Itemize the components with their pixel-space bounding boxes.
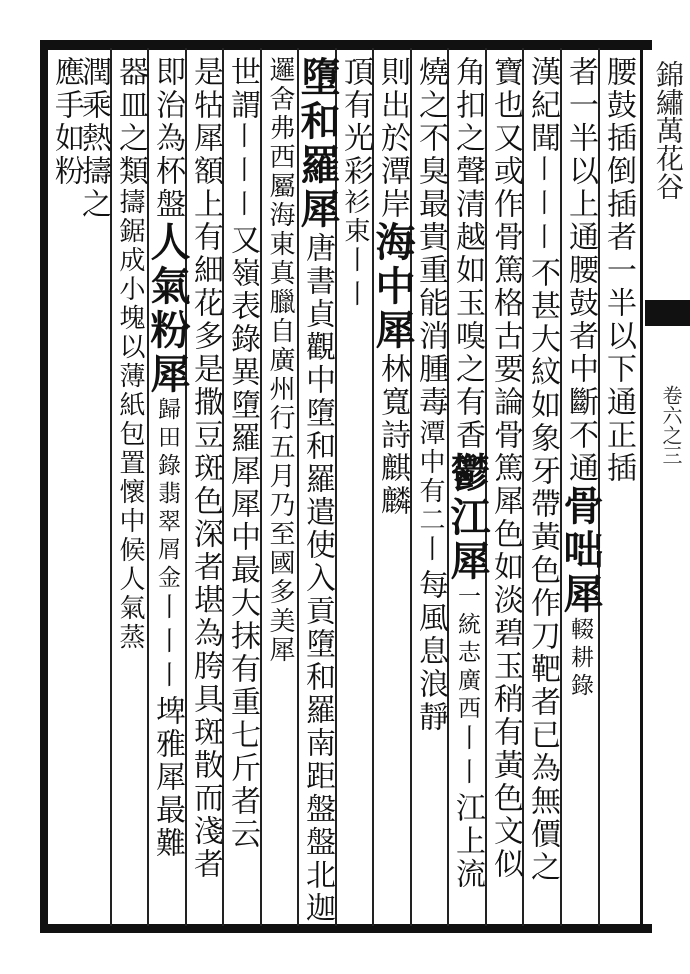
column-text: 則出於潭岸: [375, 56, 410, 221]
column-text: 燒之不臭最貴重能消腫毒: [413, 56, 448, 419]
column-text: 林寬詩麒麟: [375, 353, 410, 518]
text-column-12: [185, 56, 225, 922]
entry-heading: 墮和羅犀: [294, 56, 341, 232]
column-text: 不甚大紋如象牙帶黃色作刀靶者已為無價之: [525, 257, 560, 884]
column-text: 埤雅犀最難: [150, 695, 185, 860]
column-text: 角扣之聲清越如玉嗅之有香: [450, 56, 485, 452]
text-column-13: [144, 56, 191, 922]
ditto-marks: 丨丨丨: [152, 593, 182, 695]
fold-book-title: 錦繡萬花谷: [652, 60, 685, 200]
column-text: 是牯犀額上有細花多是撒豆斑色深者堪為胯具斑散而淺者: [188, 56, 223, 881]
column-text: 應手如粉: [49, 56, 84, 188]
ditto-marks: 丨丨: [452, 724, 482, 792]
text-column-6: [410, 56, 450, 922]
ditto-marks: 丨丨: [340, 246, 370, 314]
column-text: 者一半以上通腰鼓者中斷不通: [563, 56, 598, 485]
text-column-5: [444, 56, 491, 922]
column-text: 漢紀聞: [525, 56, 560, 155]
column-text: 衫束: [340, 188, 370, 246]
column-text: 潭中有二: [415, 419, 445, 535]
source-citation: 一統志廣西: [454, 584, 480, 724]
column-text: 潤乘熱擣之: [76, 56, 111, 221]
ditto-marks: 丨: [415, 535, 445, 569]
text-column-7: [369, 56, 416, 922]
ditto-marks: 丨丨丨: [227, 122, 257, 224]
column-text: 世謂: [225, 56, 260, 122]
text-column-8: [335, 56, 375, 922]
column-text: 腰鼓插倒插者一半以下通正插: [601, 56, 636, 485]
ditto-marks: 丨丨丨: [527, 155, 557, 257]
column-text: 又嶺表錄異墮羅犀犀中最大抹有重七斤者云: [225, 224, 260, 851]
column-text: 江上流: [450, 792, 485, 891]
text-column-11: [222, 56, 262, 922]
entry-heading: 海中犀: [369, 221, 416, 353]
entry-heading: 鬱江犀: [444, 452, 491, 584]
source-citation: 歸田錄翡翠屑金: [154, 397, 180, 593]
text-column-3: [522, 56, 562, 922]
column-text: 唐書貞觀中墮和羅遣使入貢墮和羅南距盤盤北迦: [300, 232, 335, 925]
entry-heading: 人氣粉犀: [144, 221, 191, 397]
fold-border: [640, 40, 643, 933]
source-citation: 輟耕錄: [567, 617, 593, 701]
column-text: 寶也又或作骨篤格古要論骨篤犀色如淡碧玉稍有黃色文似: [488, 56, 523, 881]
column-text: 即治為杯盤: [150, 56, 185, 221]
column-text: 擣鋸成小塊以薄紙包置懷中候人氣蒸: [115, 188, 145, 652]
text-column-2: [557, 56, 604, 922]
column-text: 器皿之類: [113, 56, 148, 188]
text-column-10: [260, 56, 300, 922]
column-text: 每風息浪靜: [413, 569, 448, 734]
entry-heading: 骨咄犀: [557, 485, 604, 617]
column-text: 邏舍弗西屬海東真臘自廣州行五月乃至國多美犀: [265, 56, 295, 665]
text-column-16: [46, 56, 86, 922]
fold-volume-number: 卷六之三: [659, 385, 683, 465]
text-column-1: [598, 56, 638, 922]
text-column-14: [110, 56, 150, 922]
text-column-9: [294, 56, 341, 925]
column-text: 頂有光彩: [338, 56, 373, 188]
fishtail-mark: [645, 300, 690, 326]
text-column-4: [485, 56, 525, 922]
